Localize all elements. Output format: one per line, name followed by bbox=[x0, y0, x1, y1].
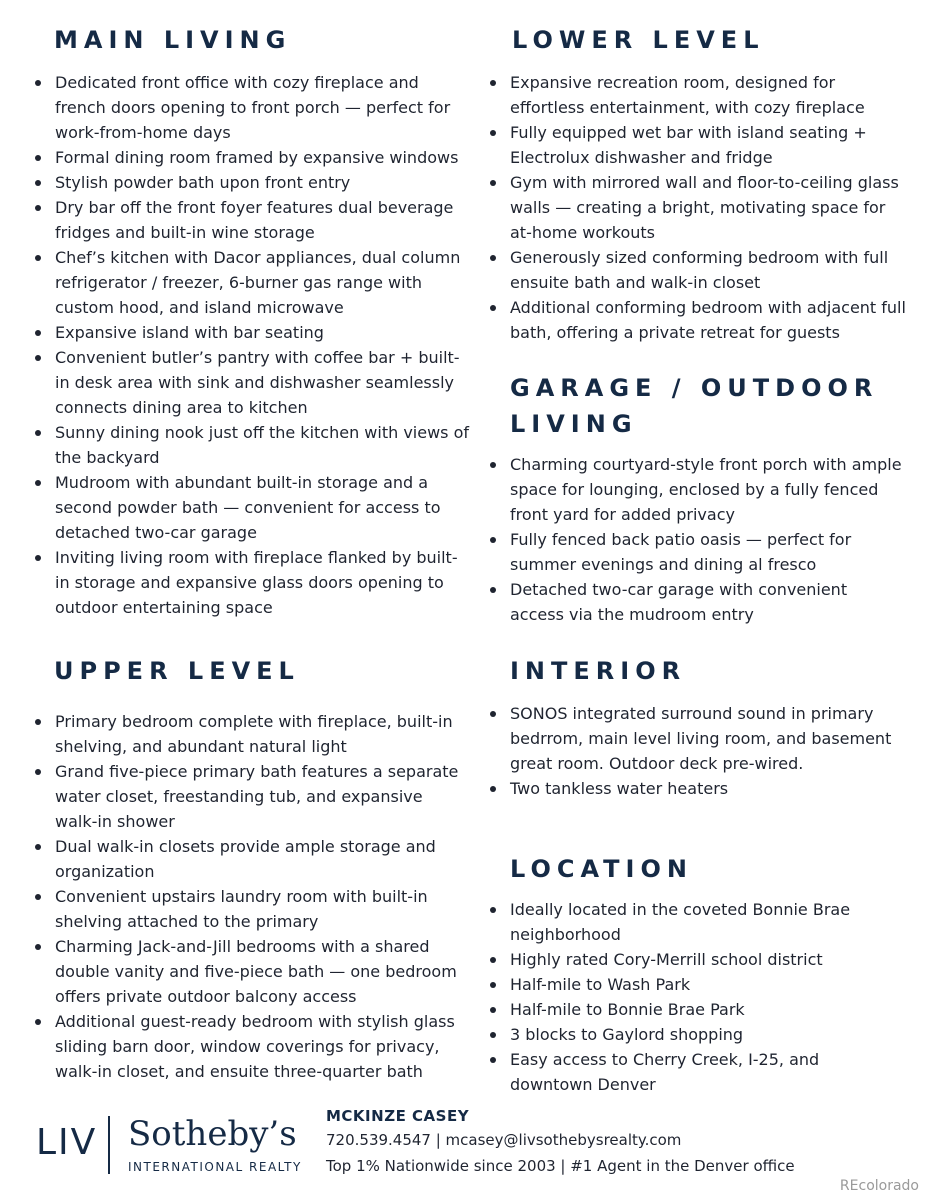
brokerage-logo bbox=[36, 1112, 306, 1178]
logo-subtitle: INTERNATIONAL REALTY bbox=[128, 1160, 302, 1174]
list-item: Expansive recreation room, designed for effortless entertainment, with cozy fireplace bbox=[486, 70, 906, 120]
agent-tagline: Top 1% Nationwide since 2003 | #1 Agent in the Denver office bbox=[326, 1157, 795, 1175]
list-item: Formal dining room framed by expansive windows bbox=[31, 145, 469, 170]
bullet-list bbox=[486, 701, 906, 801]
section-heading: LOCATION bbox=[510, 855, 693, 883]
section-location bbox=[486, 851, 906, 1097]
section-interior bbox=[486, 653, 906, 801]
bullet-list bbox=[31, 70, 469, 620]
list-item: Detached two-car garage with convenient access via the mudroom entry bbox=[486, 577, 906, 627]
list-item: Mudroom with abundant built-in storage and a second powder bath — convenient for access to detached two-car garage bbox=[31, 470, 469, 545]
section-lower-level bbox=[486, 22, 906, 345]
list-item: Gym with mirrored wall and floor-to-ceiling glass walls — creating a bright, motivating space for at-home workouts bbox=[486, 170, 906, 245]
bullet-list bbox=[31, 709, 469, 1084]
bullet-list bbox=[486, 897, 906, 1097]
list-item: Stylish powder bath upon front entry bbox=[31, 170, 469, 195]
agent-contact-block bbox=[326, 1105, 795, 1179]
bullet-list bbox=[486, 70, 906, 345]
agent-name: MCKINZE CASEY bbox=[326, 1107, 470, 1125]
list-item: Generously sized conforming bedroom with full ensuite bath and walk-in closet bbox=[486, 245, 906, 295]
list-item: Convenient upstairs laundry room with built-in shelving attached to the primary bbox=[31, 884, 469, 934]
list-item: Highly rated Cory-Merrill school district bbox=[486, 947, 906, 972]
list-item: Expansive island with bar seating bbox=[31, 320, 469, 345]
bullet-list bbox=[486, 452, 906, 627]
list-item: Easy access to Cherry Creek, I-25, and downtown Denver bbox=[486, 1047, 906, 1097]
list-item: Fully equipped wet bar with island seating + Electrolux dishwasher and fridge bbox=[486, 120, 906, 170]
list-item: Additional conforming bedroom with adjacent full bath, offering a private retreat for guests bbox=[486, 295, 906, 345]
list-item: Charming Jack-and-Jill bedrooms with a shared double vanity and five-piece bath — one bedroom offers private outdoor balcony access bbox=[31, 934, 469, 1009]
list-item: Charming courtyard-style front porch with ample space for lounging, enclosed by a fully fenced front yard for added privacy bbox=[486, 452, 906, 527]
list-item: Fully fenced back patio oasis — perfect for summer evenings and dining al fresco bbox=[486, 527, 906, 577]
list-item: Inviting living room with fireplace flanked by built-in storage and expansive glass doors opening to outdoor entertaining space bbox=[31, 545, 469, 620]
list-item: Convenient butler’s pantry with coffee bar + built-in desk area with sink and dishwasher seamlessly connects dining area to kitchen bbox=[31, 345, 469, 420]
list-item: Chef’s kitchen with Dacor appliances, dual column refrigerator / freezer, 6-burner gas range with custom hood, and island microwave bbox=[31, 245, 469, 320]
agent-contact-info: 720.539.4547 | mcasey@livsothebysrealty.com bbox=[326, 1131, 682, 1149]
section-upper-level bbox=[31, 653, 469, 1084]
section-garage-outdoor bbox=[486, 370, 906, 627]
logo-divider bbox=[108, 1116, 110, 1174]
list-item: Grand five-piece primary bath features a separate water closet, freestanding tub, and expansive walk-in shower bbox=[31, 759, 469, 834]
list-item: Sunny dining nook just off the kitchen with views of the backyard bbox=[31, 420, 469, 470]
list-item: Dual walk-in closets provide ample storage and organization bbox=[31, 834, 469, 884]
list-item: 3 blocks to Gaylord shopping bbox=[486, 1022, 906, 1047]
list-item: Additional guest-ready bedroom with stylish glass sliding barn door, window coverings for privacy, walk-in closet, and ensuite three-quarter bath bbox=[31, 1009, 469, 1084]
mls-watermark: REcolorado bbox=[839, 1178, 919, 1194]
section-heading: MAIN LIVING bbox=[54, 26, 292, 54]
section-heading: INTERIOR bbox=[510, 657, 687, 685]
section-main-living bbox=[31, 22, 469, 620]
list-item: Dedicated front office with cozy fireplace and french doors opening to front porch — perfect for work-from-home days bbox=[31, 70, 469, 145]
section-heading: UPPER LEVEL bbox=[54, 657, 300, 685]
list-item: Two tankless water heaters bbox=[486, 776, 906, 801]
list-item: Half-mile to Bonnie Brae Park bbox=[486, 997, 906, 1022]
section-heading: LOWER LEVEL bbox=[512, 26, 765, 54]
list-item: Dry bar off the front foyer features dual beverage fridges and built-in wine storage bbox=[31, 195, 469, 245]
list-item: Ideally located in the coveted Bonnie Brae neighborhood bbox=[486, 897, 906, 947]
list-item: Half-mile to Wash Park bbox=[486, 972, 906, 997]
list-item: SONOS integrated surround sound in primary bedrrom, main level living room, and basement great room. Outdoor deck pre-wired. bbox=[486, 701, 906, 776]
list-item: Primary bedroom complete with fireplace, built-in shelving, and abundant natural light bbox=[31, 709, 469, 759]
logo-liv-text: LIV bbox=[36, 1122, 98, 1163]
logo-brand-text: Sotheby’s bbox=[128, 1114, 297, 1154]
section-heading: GARAGE / OUTDOOR LIVING bbox=[510, 374, 879, 438]
